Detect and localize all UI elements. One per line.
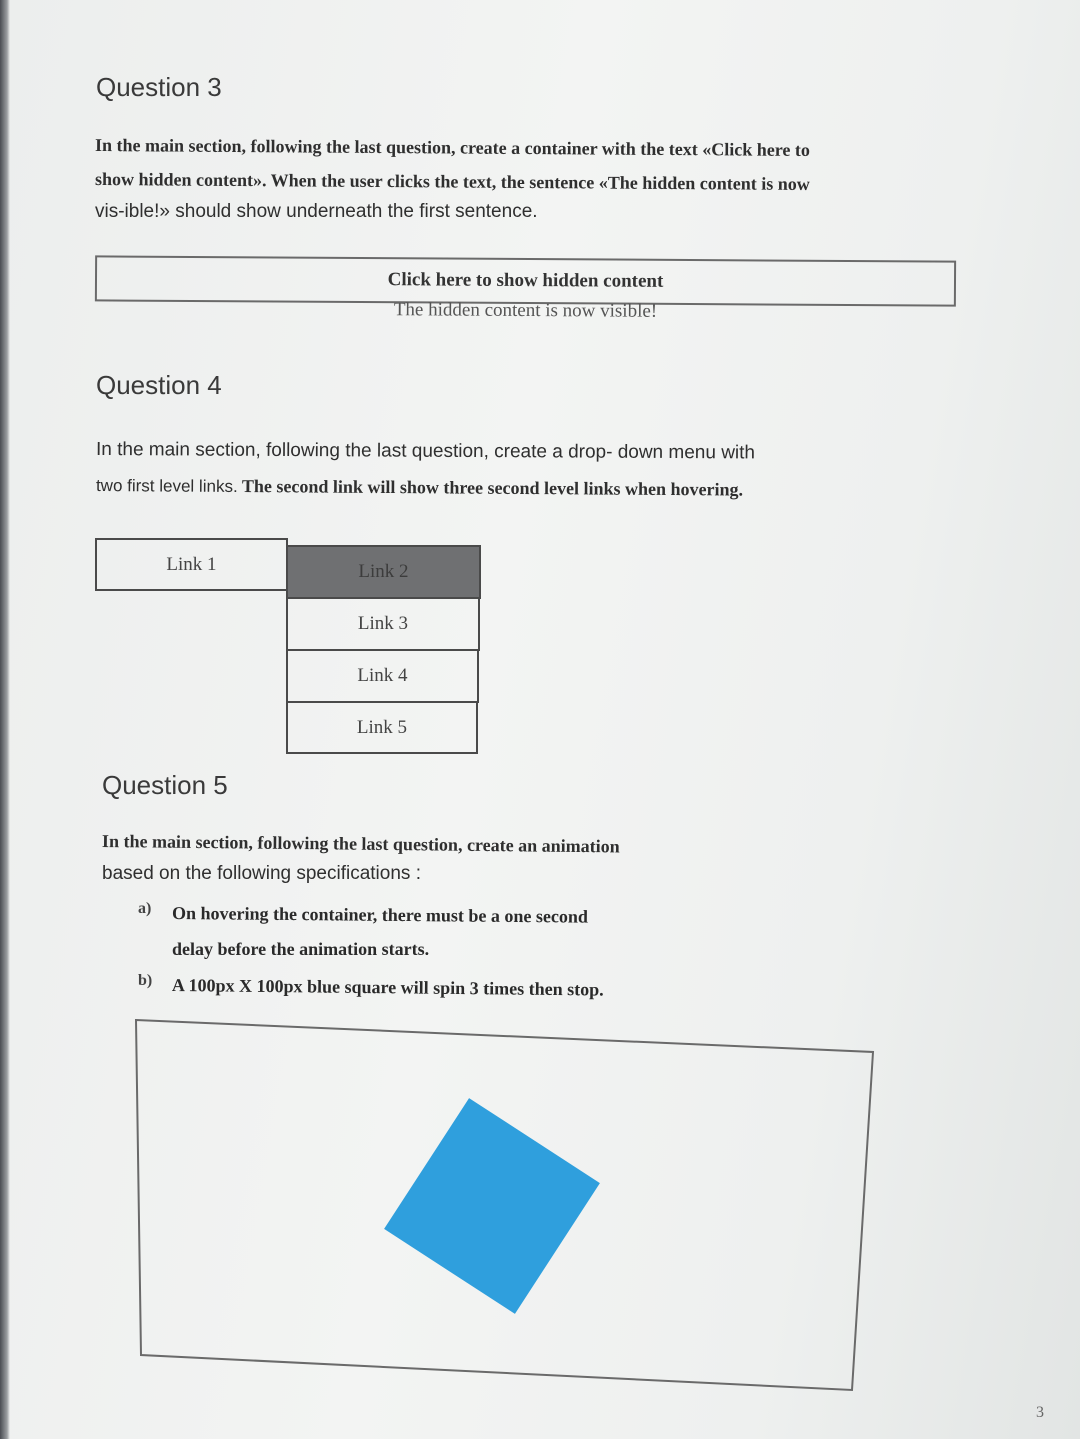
list-item-b: A 100px X 100px blue square will spin 3 times then stop. [171, 975, 604, 1000]
show-hidden-content-text[interactable]: Click here to show hidden content [387, 269, 664, 292]
menu-link-1[interactable]: Link 1 [95, 538, 288, 591]
q3-line-1: In the main section, following the last question, create a container with the text «Click here to [94, 135, 810, 160]
q3-line-2: show hidden content». When the user clicks the text, the sentence «The hidden content is now [94, 169, 810, 194]
q4-line-1: In the main section, following the last question, create a drop- down menu with [95, 439, 756, 464]
page-number: 3 [1036, 1404, 1044, 1421]
list-item-a-line-2: delay before the animation starts. [172, 939, 430, 959]
menu-link-3[interactable]: Link 3 [286, 597, 480, 651]
question-3-heading: Question 3 [96, 72, 222, 102]
q4-line-2a: two first level links. [95, 476, 238, 496]
list-marker-b: b) [138, 972, 153, 989]
question-5-heading: Question 5 [102, 770, 228, 800]
menu-link-5[interactable]: Link 5 [286, 701, 478, 754]
q3-line-3: vis-ible!» should show underneath the first sentence. [95, 201, 538, 222]
hidden-content-text: The hidden content is now visible! [393, 299, 658, 322]
menu-link-4[interactable]: Link 4 [286, 649, 479, 703]
q4-line-2b: The second link will show three second level links when hovering. [237, 475, 744, 500]
q5-line-1: In the main section, following the last question, create an animation [101, 831, 620, 857]
question-4-heading: Question 4 [96, 370, 222, 400]
q5-line-2: based on the following specifications : [102, 863, 421, 884]
list-item-a-line-1: On hovering the container, there must be a one second [171, 903, 589, 927]
menu-link-2[interactable]: Link 2 [286, 545, 481, 599]
list-marker-a: a) [138, 900, 152, 917]
